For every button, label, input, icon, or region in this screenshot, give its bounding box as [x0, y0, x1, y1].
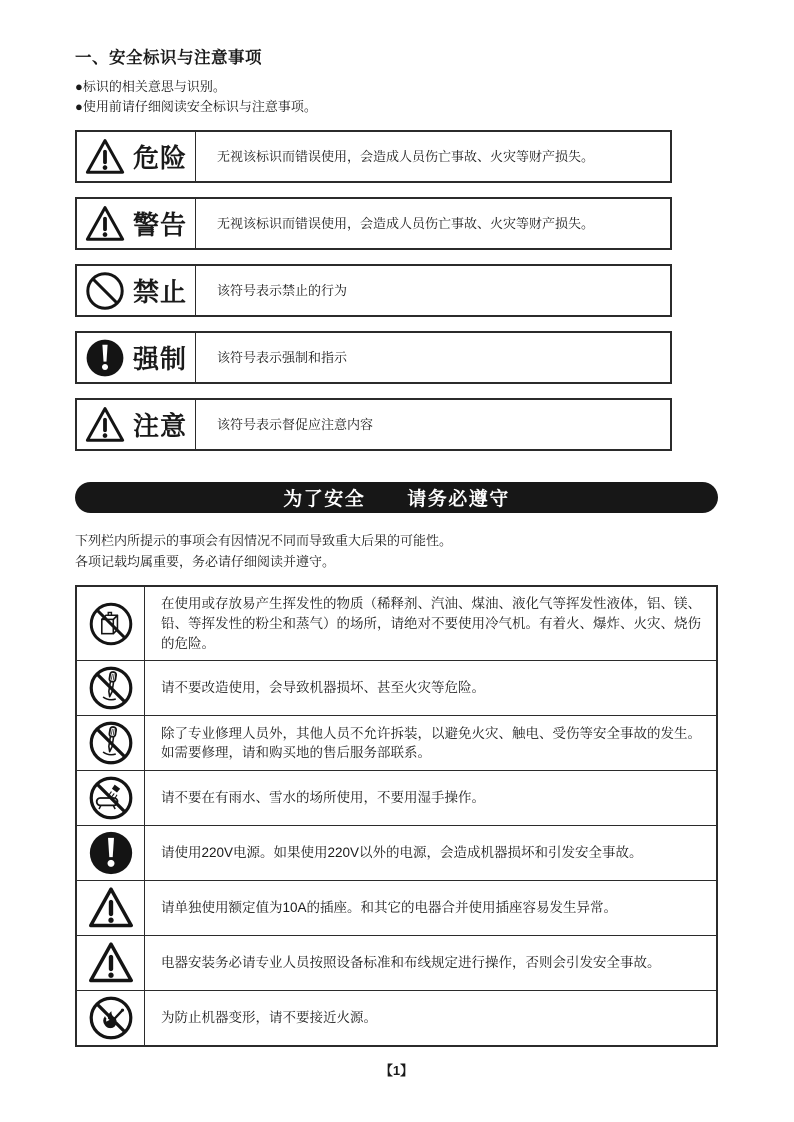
- warning-triangle-icon: [85, 405, 125, 445]
- row-text: 除了专业修理人员外，其他人员不允许拆装，以避免火灾、触电、受伤等安全事故的发生。如需要修理，请和购买地的售后服务部联系。: [161, 725, 701, 761]
- table-row: [77, 716, 716, 771]
- signal-head: [77, 132, 196, 181]
- mandatory-icon: [88, 830, 134, 876]
- table-row: [77, 936, 716, 991]
- no-fire-icon: [88, 995, 134, 1041]
- row-icon-cell: [77, 771, 145, 825]
- row-icon-cell: [77, 661, 145, 715]
- warning-triangle-icon: [88, 885, 134, 931]
- row-icon-cell: [77, 826, 145, 880]
- signal-label: 注意: [132, 411, 187, 442]
- row-text: 请使用220V电源。如果使用220V以外的电源，会造成机器损坏和引发安全事故。: [161, 845, 643, 861]
- signal-description: 该符号表示禁止的行为: [217, 282, 348, 298]
- no-disassembly-icon: [88, 720, 134, 766]
- signal-label: 警告: [132, 210, 187, 241]
- table-row: [77, 991, 716, 1045]
- banner-text-right: 请务必遵守: [407, 489, 510, 511]
- signal-head: [77, 333, 196, 382]
- intro-line: 各项记载均属重要，务必请仔细阅读并遵守。: [75, 554, 336, 570]
- signal-box-list: [75, 130, 672, 451]
- row-text: 请单独使用额定值为10A的插座。和其它的电器合并使用插座容易发生异常。: [161, 900, 618, 916]
- signal-description: 该符号表示督促应注意内容: [217, 416, 374, 432]
- signal-box: [75, 197, 672, 250]
- signal-label: 禁止: [132, 277, 187, 308]
- signal-head: [77, 199, 196, 248]
- row-icon-cell: [77, 936, 145, 990]
- signal-head: [77, 266, 196, 315]
- row-text: 为防止机器变形，请不要接近火源。: [161, 1010, 377, 1026]
- banner-text-left: 为了安全: [283, 489, 366, 511]
- signal-box: [75, 130, 672, 183]
- prohibition-icon: [85, 271, 125, 311]
- no-flammable-materials-icon: [88, 601, 134, 647]
- table-row: [77, 587, 716, 661]
- row-icon-cell: [77, 991, 145, 1045]
- table-row: [77, 771, 716, 826]
- signal-description: 无视该标识而错误使用，会造成人员伤亡事故、火灾等财产损失。: [217, 215, 595, 231]
- signal-head: [77, 400, 196, 449]
- warning-triangle-icon: [85, 137, 125, 177]
- bullet-line: ●标识的相关意思与识别。: [75, 79, 226, 94]
- mandatory-icon: [85, 338, 125, 378]
- row-icon-cell: [77, 881, 145, 935]
- signal-box: [75, 264, 672, 317]
- no-water-exposure-icon: [88, 775, 134, 821]
- row-text: 请不要在有雨水、雪水的场所使用，不要用湿手操作。: [161, 790, 485, 806]
- signal-description: 该符号表示强制和指示: [217, 349, 348, 365]
- signal-description: 无视该标识而错误使用，会造成人员伤亡事故、火灾等财产损失。: [217, 148, 595, 164]
- signal-box: [75, 331, 672, 384]
- safety-banner: [75, 482, 718, 513]
- row-text: 电器安装务必请专业人员按照设备标准和布线规定进行操作，否则会引发安全事故。: [161, 955, 661, 971]
- table-row: [77, 661, 716, 716]
- no-modification-icon: [88, 665, 134, 711]
- row-text: 请不要改造使用，会导致机器损坏、甚至火灾等危险。: [161, 680, 485, 696]
- signal-box: [75, 398, 672, 451]
- row-text: 在使用或存放易产生挥发性的物质（稀释剂、汽油、煤油、液化气等挥发性液体，铝、镁、铅、等挥发性的粉尘和蒸气）的场所，请绝对不要使用冷气机。有着火、爆炸、火灾、烧伤的危险。: [161, 596, 701, 651]
- row-icon-cell: [77, 587, 145, 660]
- warning-triangle-icon: [88, 940, 134, 986]
- signal-label: 强制: [132, 344, 187, 375]
- table-row: [77, 881, 716, 936]
- intro-paragraph: [75, 530, 718, 572]
- page-number: 【1】: [379, 1063, 414, 1079]
- row-icon-cell: [77, 716, 145, 770]
- bullet-line: ●使用前请仔细阅读安全标识与注意事项。: [75, 99, 317, 115]
- safety-table: [75, 585, 718, 1047]
- warning-triangle-icon: [85, 204, 125, 244]
- intro-line: 下列栏内所提示的事项会有因情况不同而导致重大后果的可能性。: [75, 533, 453, 549]
- table-row: [77, 826, 716, 881]
- signal-label: 危险: [132, 143, 187, 174]
- section-title: 一、安全标识与注意事项: [75, 49, 262, 67]
